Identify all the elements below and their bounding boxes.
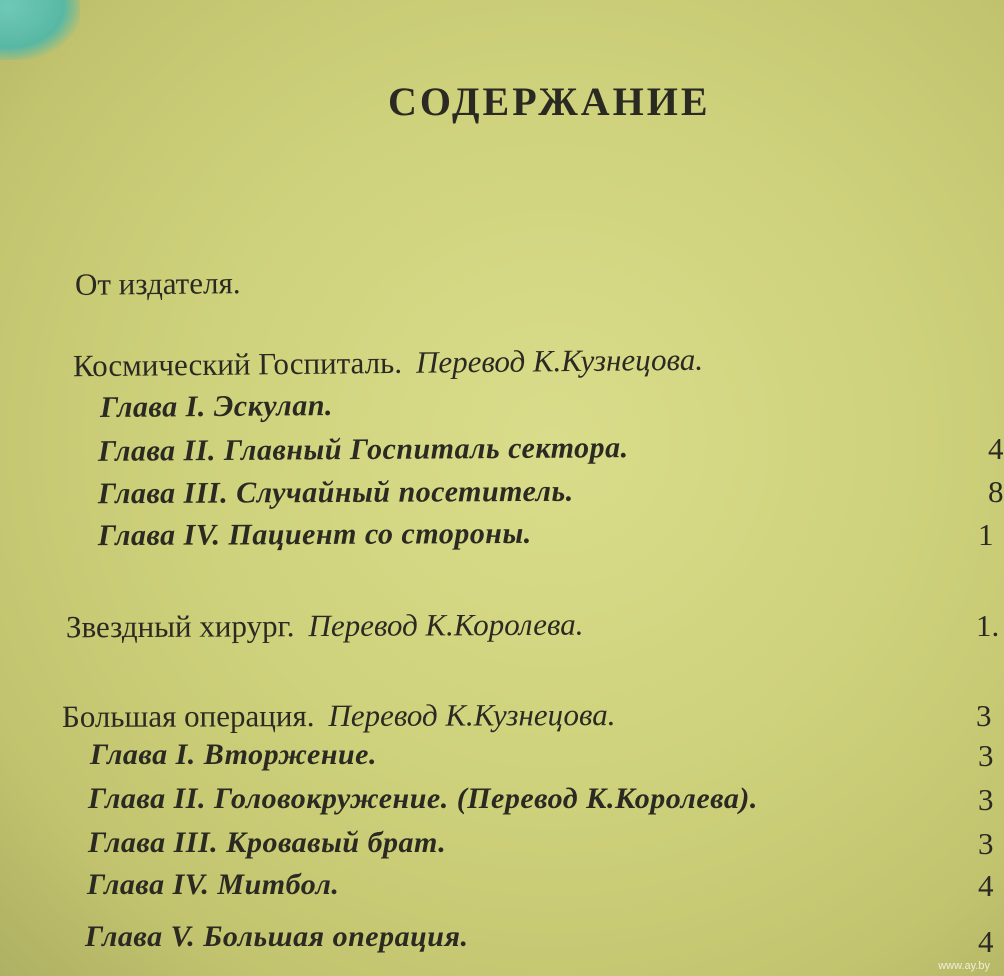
toc-entry-part — [66, 607, 584, 646]
toc-entry-chapter — [88, 782, 758, 816]
toc-page-number: 4 — [978, 868, 994, 903]
toc-entry-part — [73, 342, 703, 385]
toc-entry-chapter — [98, 431, 629, 469]
page-title: СОДЕРЖАНИЕ — [388, 79, 711, 124]
toc-entry-title: Космический Госпиталь. — [72, 344, 403, 384]
toc-entry-title: Глава IV. Пациент со стороны. — [97, 516, 532, 553]
toc-entry-chapter — [100, 389, 333, 425]
toc-entry-title: Звездный хирург. — [65, 608, 295, 645]
toc-page-number: 3 — [976, 698, 992, 733]
toc-entry-translator: Перевод К.Королева. — [308, 606, 584, 644]
toc-entry-title: Глава II. Главный Госпиталь сектора. — [97, 431, 629, 468]
toc-page-number: 1. — [976, 608, 1000, 643]
toc-entry-title: Глава III. Случайный посетитель. — [97, 474, 574, 511]
background-corner — [0, 0, 80, 60]
site-watermark: www.ay.by — [938, 960, 990, 972]
toc-entry-part — [62, 697, 616, 735]
toc-entry-title: Глава I. Эскулап. — [99, 388, 334, 425]
toc-entry-chapter — [90, 738, 377, 772]
toc-entry-chapter — [87, 868, 339, 902]
toc-entry-title: Глава IV. Митбол. — [87, 868, 340, 901]
toc-entry-title: Глава III. Кровавый брат. — [88, 826, 447, 859]
toc-entry-title: Большая операция. — [61, 698, 315, 734]
toc-entry-publisher — [75, 265, 241, 303]
toc-page-number: 3 — [978, 782, 994, 817]
toc-entry-chapter — [85, 920, 468, 954]
toc-page-number: 3 — [978, 826, 994, 861]
toc-entry-title: Глава II. Головокружение. (Перевод К.Королева). — [88, 782, 758, 815]
toc-page-number: 4 — [978, 924, 994, 959]
toc-entry-title: Глава I. Вторжение. — [90, 738, 377, 771]
toc-page-number: 3 — [978, 738, 994, 773]
toc-page-number: 8 — [988, 474, 1004, 509]
toc-page-number: 4 — [988, 431, 1004, 466]
toc-entry-chapter — [98, 517, 532, 553]
toc-entry-title: От издателя. — [74, 265, 241, 302]
toc-entry-translator: Перевод К.Кузнецова. — [415, 341, 704, 380]
toc-entry-chapter — [88, 826, 446, 860]
toc-entry-title: Глава V. Большая операция. — [85, 920, 469, 953]
toc-page-number: 1 — [978, 517, 994, 552]
toc-entry-chapter — [98, 475, 574, 511]
toc-entry-translator: Перевод К.Кузнецова. — [328, 697, 616, 734]
